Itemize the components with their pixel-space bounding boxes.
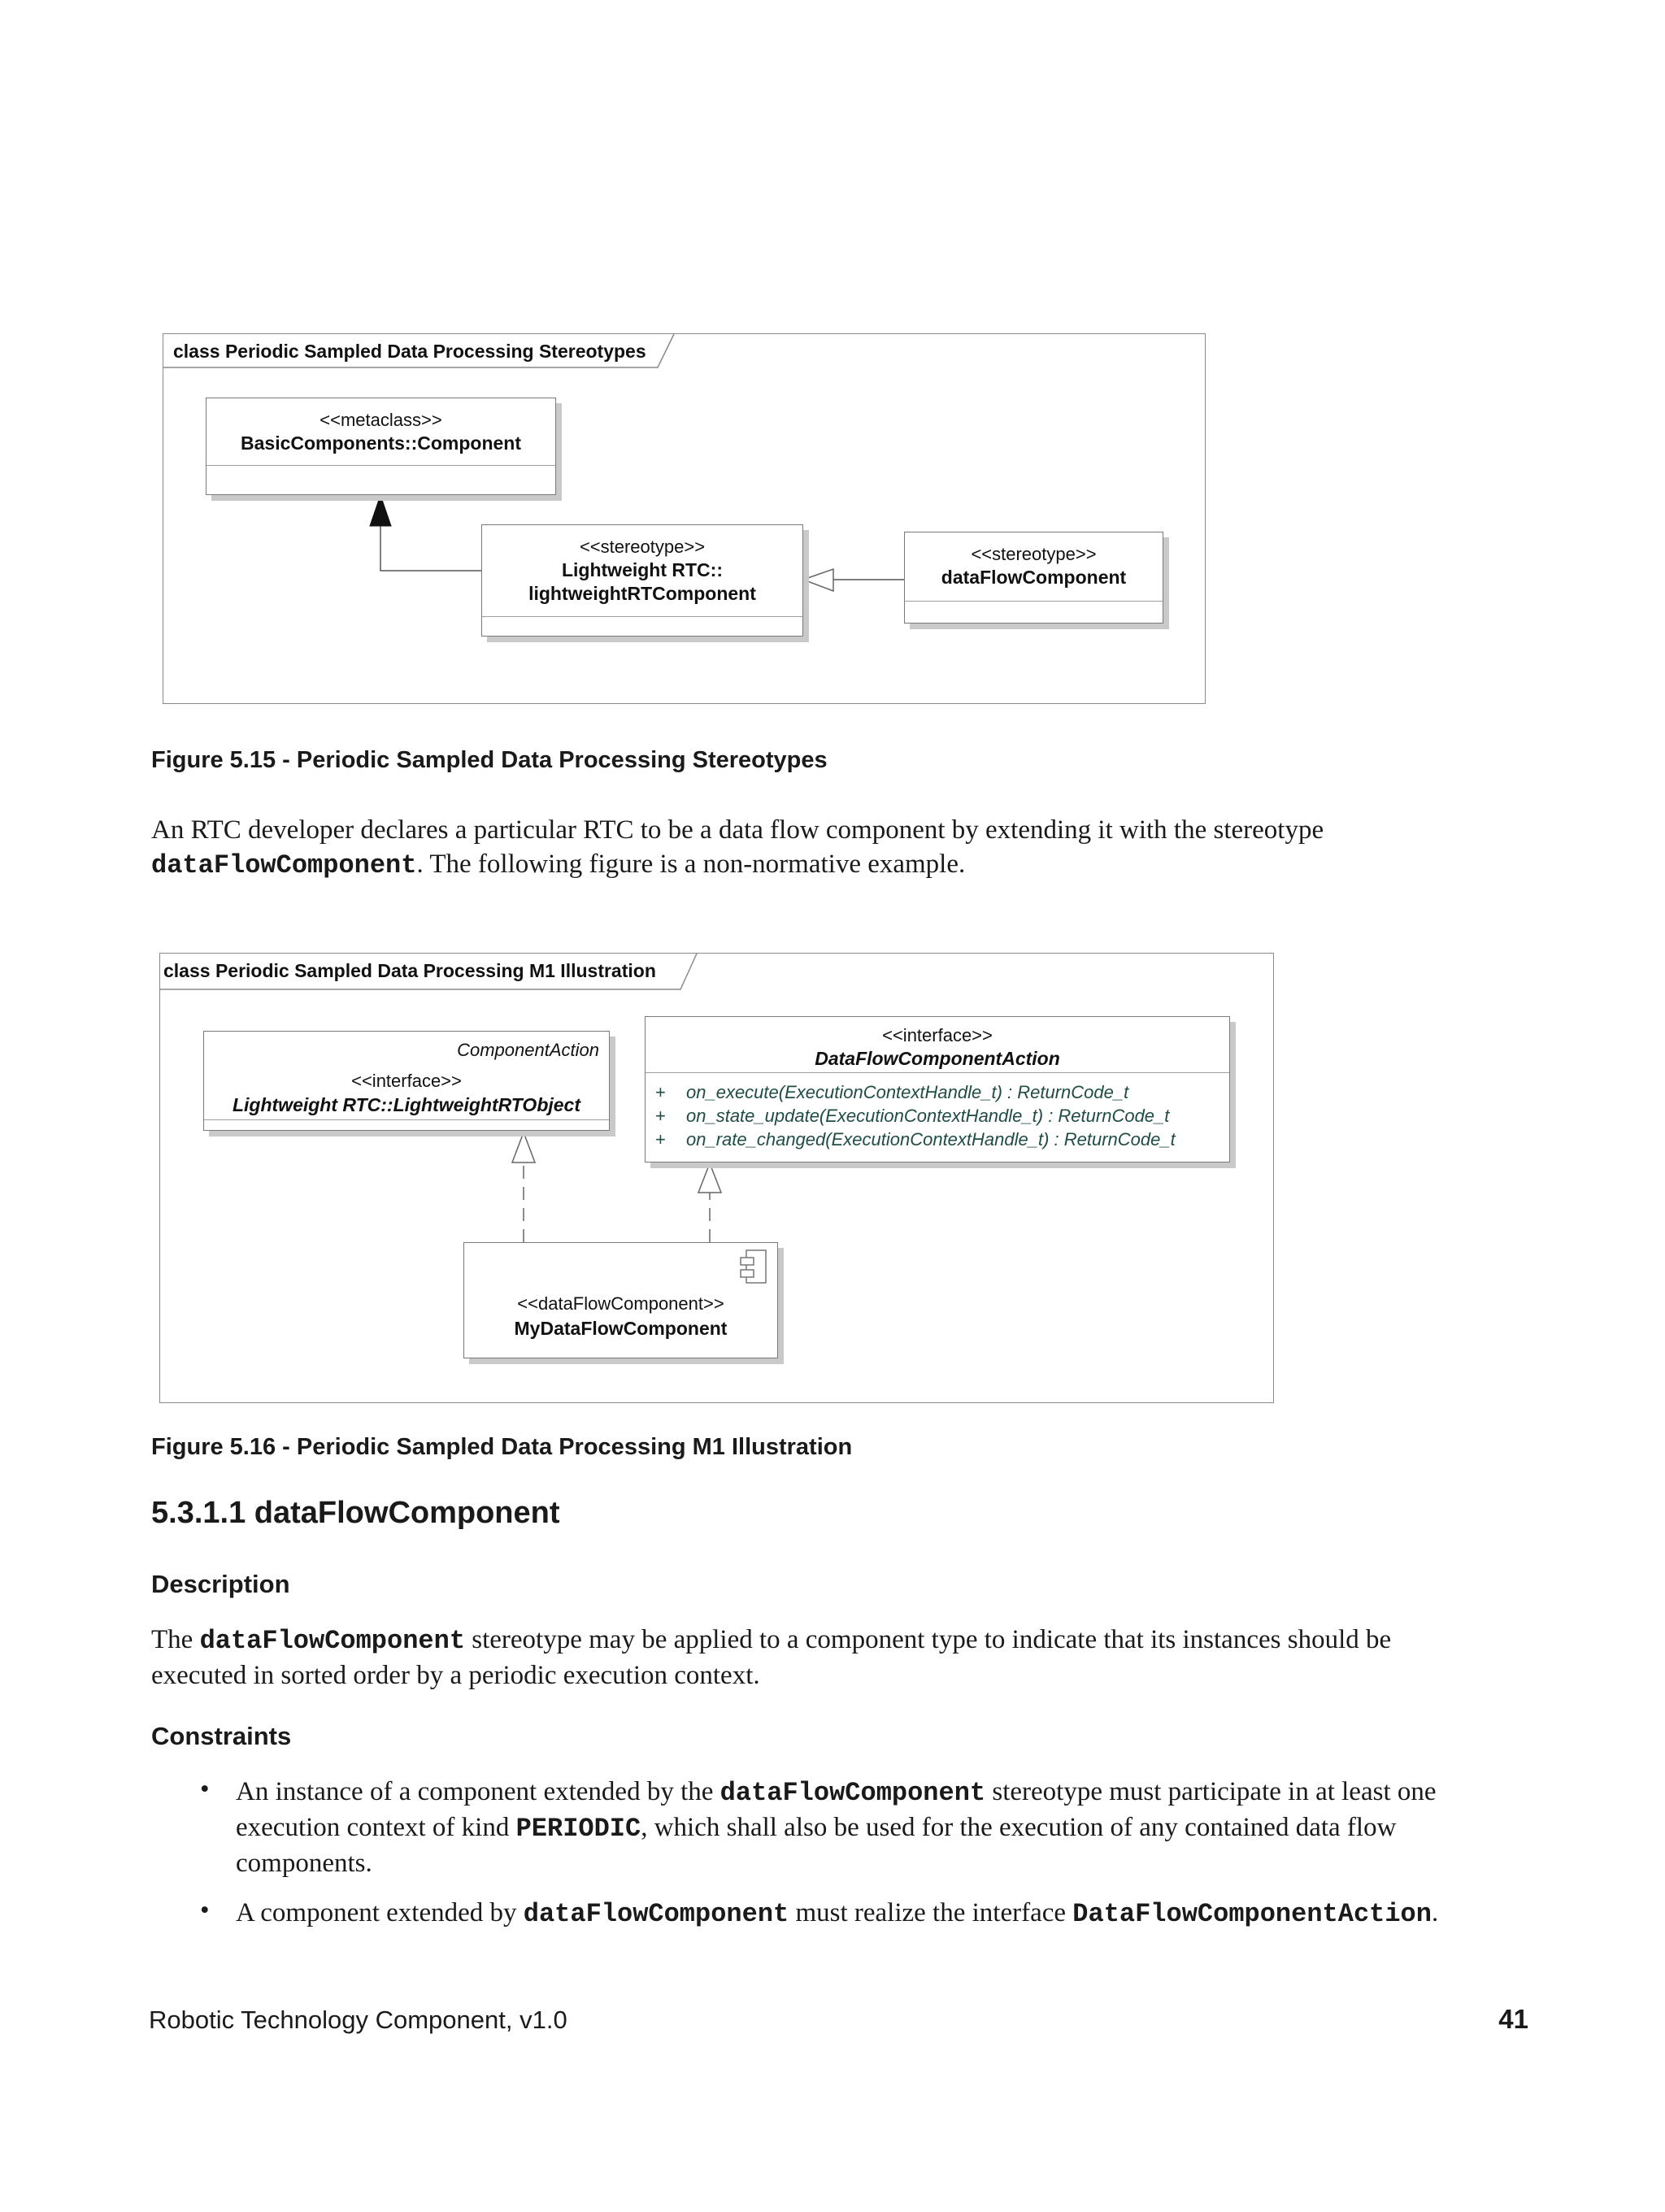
desc-text-a: The [151, 1625, 200, 1654]
bullet2-text-c: . [1431, 1898, 1439, 1927]
figure-5-16-caption: Figure 5.16 - Periodic Sampled Data Processing M1 Illustration [151, 1434, 853, 1460]
operation-row [655, 1106, 1176, 1129]
dataflowcomponentaction-box [645, 1016, 1230, 1162]
visibility-marker: + [655, 1082, 666, 1102]
figure-5-15-caption: Figure 5.15 - Periodic Sampled Data Processing Stereotypes [151, 747, 828, 773]
class-name-line1: Lightweight RTC:: [561, 559, 723, 580]
bullet-marker: • [200, 1775, 210, 1804]
mydataflowcomponent-box [463, 1242, 778, 1358]
stereotype-label: <<stereotype>> [971, 544, 1097, 564]
intro-line2-text: . The following figure is a non-normative example. [416, 850, 966, 879]
component-action-label: ComponentAction [457, 1040, 599, 1060]
operation-row [655, 1129, 1176, 1153]
intro-line1: An RTC developer declares a particular RTC to be a data flow component by extending it with the stereotype [151, 815, 1324, 845]
bullet1-text-d: , which shall also be used for the execution of any contained data flow [641, 1813, 1397, 1842]
frame-title: class Periodic Sampled Data Processing Stereotypes [173, 341, 646, 362]
page-number: 41 [1498, 2004, 1528, 2034]
code-dataflowcomponent: dataFlowComponent [151, 850, 417, 880]
component-name: MyDataFlowComponent [514, 1318, 728, 1339]
compartment-divider [204, 1119, 609, 1120]
description-heading: Description [151, 1570, 290, 1598]
visibility-marker: + [655, 1129, 666, 1149]
realization-arrowhead-2 [698, 1163, 721, 1193]
stereotype-label: <<interface>> [351, 1071, 462, 1091]
code-dataflowcomponent: dataFlowComponent [199, 1626, 466, 1656]
realization-arrowhead-1 [512, 1132, 535, 1162]
code-periodic: PERIODIC [515, 1814, 641, 1844]
bullet1-line1 [236, 1775, 1569, 1810]
bullet2-text-b: must realize the interface [789, 1898, 1073, 1927]
section-heading: 5.3.1.1 dataFlowComponent [151, 1496, 560, 1530]
bullet2-line1 [236, 1896, 1569, 1932]
frame-title: class Periodic Sampled Data Processing M1 Illustration [163, 960, 656, 981]
bullet1-text-c: execution context of kind [236, 1813, 516, 1842]
operation-signature: on_execute(ExecutionContextHandle_t) : ReturnCode_t [686, 1082, 1129, 1102]
visibility-marker: + [655, 1106, 666, 1126]
footer-document-title: Robotic Technology Component, v1.0 [149, 2006, 567, 2034]
operation-row [655, 1082, 1176, 1106]
stereotype-label: <<interface>> [882, 1025, 993, 1045]
operation-signature: on_rate_changed(ExecutionContextHandle_t) : ReturnCode_t [686, 1129, 1176, 1149]
bullet1-text-a: An instance of a component extended by the [236, 1777, 720, 1806]
class-name: dataFlowComponent [941, 567, 1127, 588]
operation-signature: on_state_update(ExecutionContextHandle_t) : ReturnCode_t [686, 1106, 1170, 1126]
stereotype-label: <<metaclass>> [320, 410, 442, 430]
lightweight-rtobject-box [203, 1031, 610, 1131]
description-paragraph [151, 1623, 1550, 1693]
bullet1-line3: components. [236, 1849, 372, 1878]
constraints-heading: Constraints [151, 1722, 292, 1750]
operations-list [655, 1082, 1176, 1153]
stereotype-label: <<stereotype>> [579, 537, 706, 557]
constraint-bullet-2 [236, 1896, 1569, 1932]
interface-name: Lightweight RTC::LightweightRTObject [232, 1094, 580, 1115]
bullet-marker: • [200, 1896, 210, 1925]
interface-name: DataFlowComponentAction [815, 1048, 1060, 1069]
code-dataflowcomponent: dataFlowComponent [523, 1899, 789, 1929]
code-dataflowcomponentaction: DataFlowComponentAction [1072, 1899, 1432, 1929]
description-line2: executed in sorted order by a periodic execution context. [151, 1661, 760, 1690]
bullet1-line2 [236, 1810, 1569, 1846]
desc-text-b: stereotype may be applied to a component type to indicate that its instances should be [465, 1625, 1392, 1654]
constraint-bullet-1 [236, 1775, 1569, 1880]
code-dataflowcomponent: dataFlowComponent [719, 1778, 986, 1808]
compartment-divider [646, 1072, 1229, 1073]
class-name: BasicComponents::Component [241, 432, 521, 454]
description-line1 [151, 1623, 1550, 1658]
class-name-line2: lightweightRTComponent [528, 583, 756, 604]
bullet1-text-b: stereotype must participate in at least one [985, 1777, 1437, 1806]
component-icon [740, 1249, 767, 1285]
bullet2-text-a: A component extended by [236, 1898, 524, 1927]
stereotype-label: <<dataFlowComponent>> [517, 1293, 724, 1314]
